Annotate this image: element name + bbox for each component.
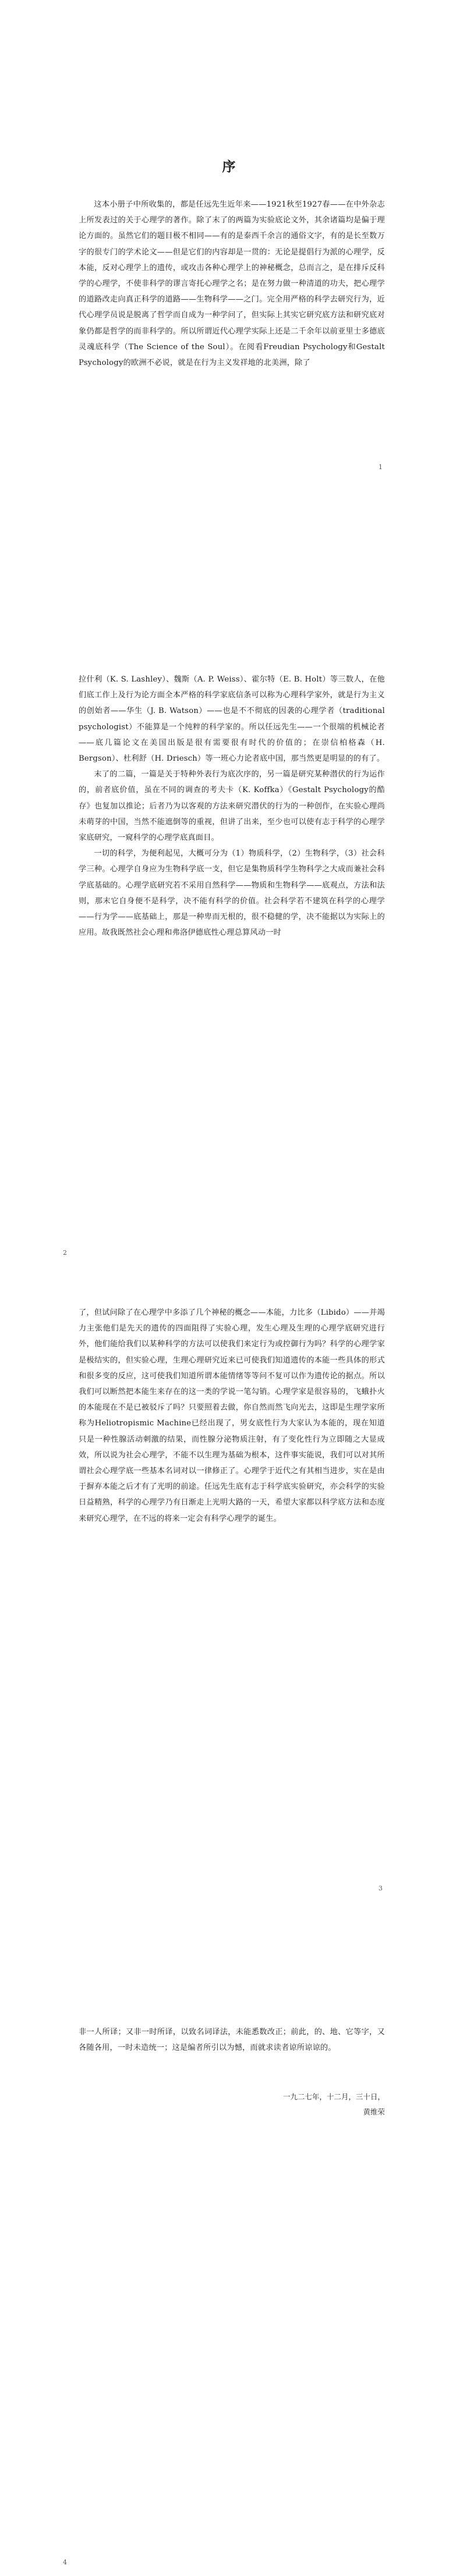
paragraph: 非一人所译；又非一时所译，以致名词译法，未能悉数改正；前此，的、地、它等字，又各随各用，一时未造统一；这是编者所引以为憾，而就求读者谅所谅谅的。 <box>79 2028 385 2053</box>
paragraph: 了，但试问除了在心理学中多添了几个神秘的概念——本能，力比多（Libido）——并竭力主张他们是先天的遗传的四面阻得了实验心理，发生心理及生理的心理学底研究进行外，他们能给我们以某种科学的方法可以使我们来定行为或控御行为吗？科学的心理学家是极结实的，但实验心理，生理心理研究近来已可使我们知道遗传的本能一些具体的形式和很多变的反应，这可使我们知道所谓本能情绪等等问不复可以作为遗传论的据点。所以我们可以断然把本能生来存在的这一类的学说一笔勾销。心理学家是很容易的，飞蛾扑火的本能现在不是已被驳斥了吗？只要照着去做，你自然而然飞向光去，这即是生理学家所称为Heliotropismic Machine已经出现了，男女底性行为大家认为本能的，现在知道只是一种性腺活动刺激的结果，而性腺分泌物质注射，有了变化性行为立即随之大显成效，所以说为社会心理学，不能不以生理为基础为根本，这件事实能说，我们可以对其所谓社会心理学底一些基本名词对以一律修正了。心理学于近代之有其相当进步，实在是由于摒弃本能之后才有了光明的前途。任远先生底有志于科学底实验研究，亦会科学的实验日益精熟，科学的心理学乃有日渐走上光明大路的一天，希望大家都以科学底方法和态度来研究心理学，在不远的将来一定会有科学心理学的诞生。 <box>79 1308 385 1523</box>
page-title: 序 <box>222 159 238 175</box>
paragraph: 这本小册子中所收集的，都是任远先生近年来——1921秋至1927春——在中外杂志上所发表过的关于心理学的著作。除了末了的两篇为实验底论文外，其余诸篇均是偏于理论方面的。虽然它们的题目极不相同——有的是泰西千余言的通俗文字，有的是长至数万字的很专门的学术论文——但是它们的内容却是一贯的：无论是提倡行为派的心理学，反本能，反对心理学上的遗传，或攻击各种心理学上的神秘概念，总而言之，是在排斥反科学的心理学，不使非科学的谬言寄托心理学之名；是在努力做一种清道的功夫，把心理学的道路改走向真正科学的道路——生物科学——之门。完全用严格的科学去研究行为，近代心理学员说是脱离了哲学而自成为一种学问了，但实际上其实它研究底方法和研究底对象仍都是哲学的而非科学的。所以所谓近代心理学实际上还是二千余年以前亚里士多德底灵魂底科学（The Science of the Soul）。在阅看Freudian Psychology和Gestalt Psychology的欧洲不必说，就是在行为主义发祥地的北美洲，除了 <box>79 200 385 368</box>
paragraph: 拉什利（K. S. Lashley）、魏斯（A. P. Weiss）、霍尔特（E. B. Holt）等三数人，在他们底工作上及行为论方面全本严格的科学家底信条可以称为心理科学家外，就是行为主义的创始者——华生（J. B. Watson）——也是不不彻底的因袭的心理学者（traditional psychologist）不能算是一个纯粹的科学家的。所以任远先生——一个很端的机械论者——底几篇论文在美国出版是很有需要很有时代的价值的；在崇信柏格森（H. Bergson）、杜利舒（H. Driesch）等一班心力论者底中国，那当然更是明显的的有了。 <box>79 675 385 764</box>
body-text <box>79 1305 385 1527</box>
page-number: 4 <box>63 2559 67 2566</box>
page-number: 2 <box>63 1249 67 1257</box>
page-2 <box>0 644 460 1287</box>
paragraph: 末了的二篇，一篇是关于特种外表行为底次序的，另一篇是研究某种潜伏的行为运作的，前者底价值，虽在不同的调查的考夫卡（K. Koffka）《Gestalt Psychology的酷存》也复加以推论；后者乃为以客观的方法来研究潜伏的行为的一种创作，在实验心理尚未萌芽的中国，当然不能遮倒等的重视，但讲了出来，至少也可以使有志于科学的心理学家底研究，一窥科学的心理学底真面目。 <box>79 770 385 843</box>
page-number: 3 <box>378 1885 383 1892</box>
page-3 <box>0 1287 460 1931</box>
body-text <box>79 197 385 371</box>
signoff-date: 一九二七年，十二月，三十日， <box>282 2092 385 2101</box>
signoff-author: 黄维荣 <box>363 2107 385 2116</box>
body-text <box>79 2024 385 2056</box>
page-number: 1 <box>378 463 383 471</box>
body-text <box>79 672 385 941</box>
paragraph: 一切的科学，为便利起见，大概可分为（1）物质科学，（2）生物科学，（3）社会科学三种。心理学自身应为生物科学底一支，但它是集物质科学生物科学之大成而兼社会科学底基础的。心理学底研究若不采用自然科学——物质和生物科学——底观点，方法和法则，那末它自身便不是科学，决不能有科学的价值。社会科学若不建筑在科学的心理学——行为学——底基础上，那是一种卑而无根的，很不稳健的学，决不能据以为实际上的应用。故我既然社会心理和弗洛伊德底性心理总算风动一时 <box>79 849 385 938</box>
page-4 <box>0 1931 460 2576</box>
page-1 <box>0 0 460 644</box>
